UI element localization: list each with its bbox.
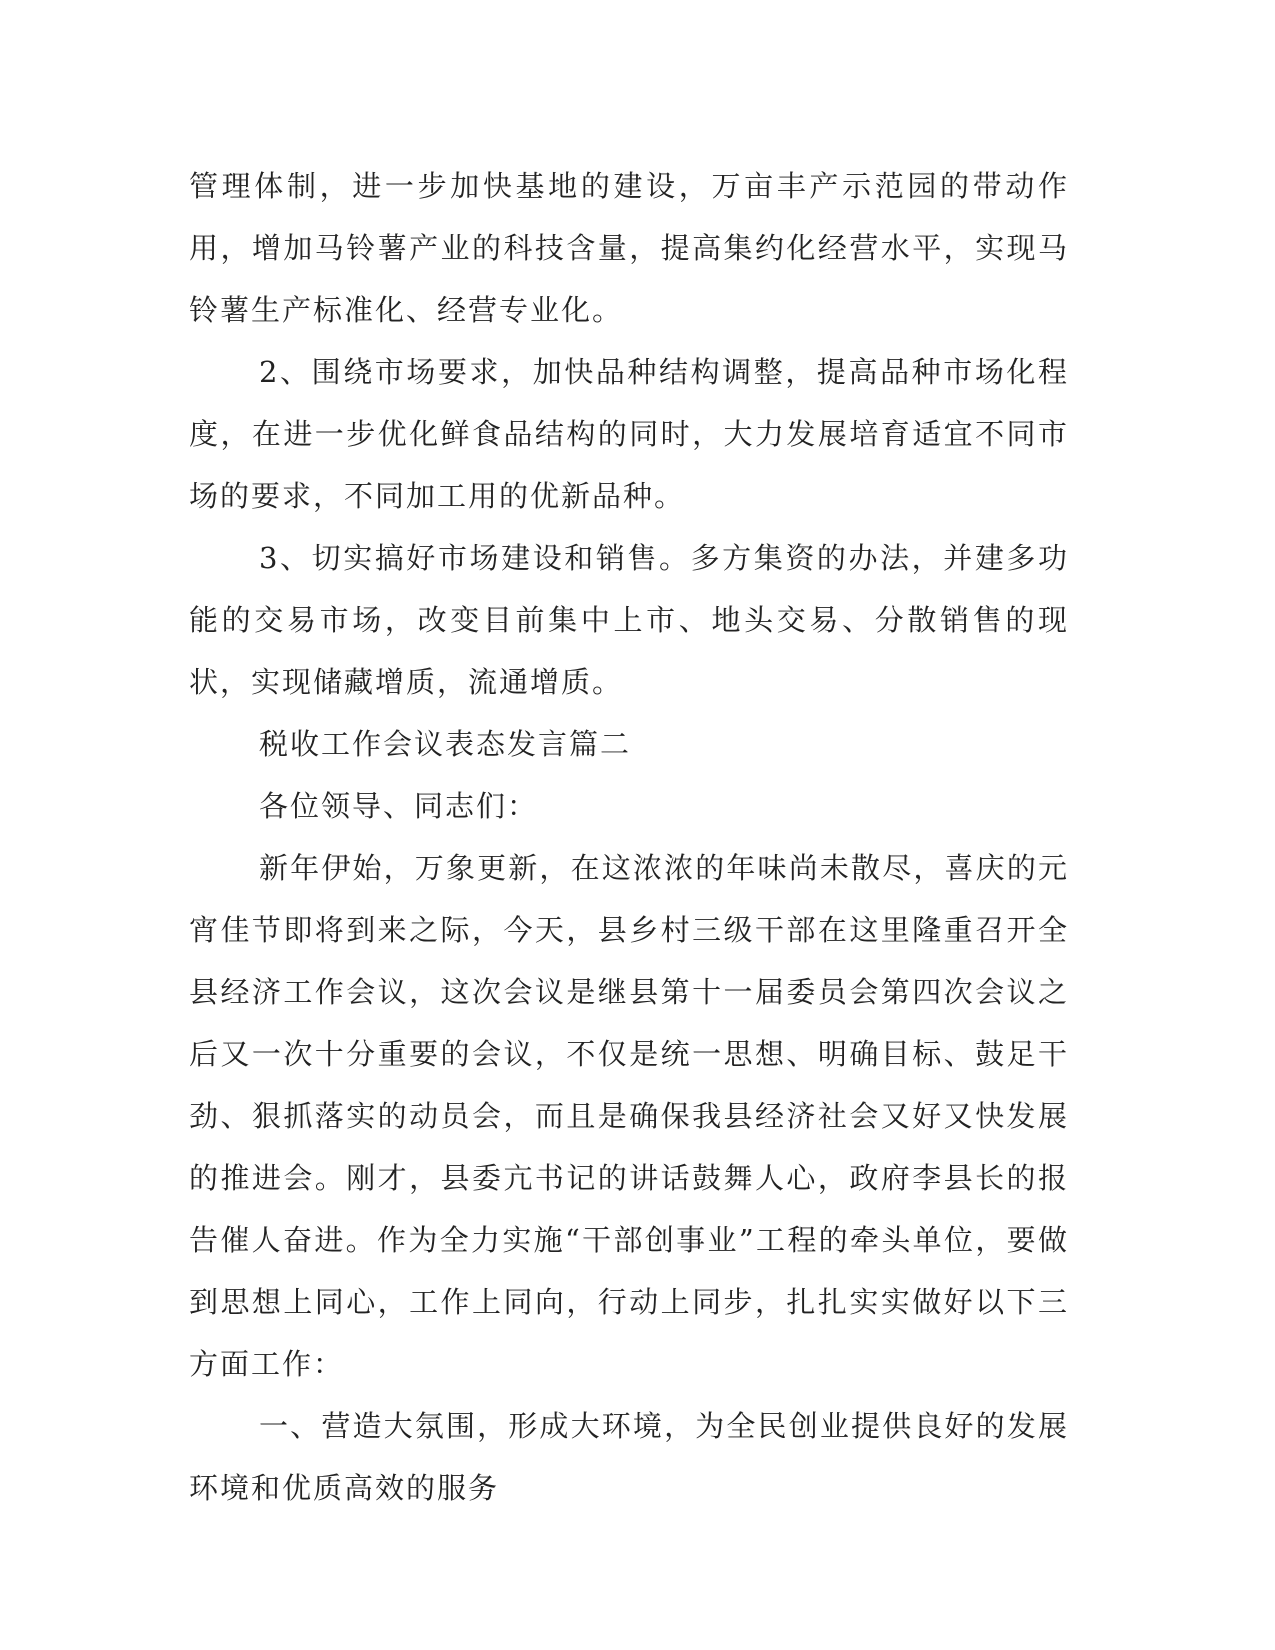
paragraph-point-1: 一、营造大氛围，形成大环境，为全民创业提供良好的发展环境和优质高效的服务	[189, 1409, 1069, 1505]
paragraph-item-3: 3、切实搞好市场建设和销售。多方集资的办法，并建多功能的交易市场，改变目前集中上市、地头交易、分散销售的现状，实现储藏增质，流通增质。	[189, 541, 1069, 699]
section-heading: 税收工作会议表态发言篇二	[259, 727, 632, 761]
paragraph-continuation: 管理体制，进一步加快基地的建设，万亩丰产示范园的带动作用，增加马铃薯产业的科技含量，提高集约化经营水平，实现马铃薯生产标准化、经营专业化。	[189, 169, 1069, 327]
salutation: 各位领导、同志们：	[259, 789, 539, 823]
document-body	[189, 155, 1069, 1519]
paragraph-item-2: 2、围绕市场要求，加快品种结构调整，提高品种市场化程度，在进一步优化鲜食品结构的同时，大力发展培育适宜不同市场的要求，不同加工用的优新品种。	[189, 355, 1069, 513]
paragraph-opening: 新年伊始，万象更新，在这浓浓的年味尚未散尽，喜庆的元宵佳节即将到来之际，今天，县乡村三级干部在这里隆重召开全县经济工作会议，这次会议是继县第十一届委员会第四次会议之后又一次十分重要的会议，不仅是统一思想、明确目标、鼓足干劲、狠抓落实的动员会，而且是确保我县经济社会又好又快发展的推进会。刚才，县委亢书记的讲话鼓舞人心，政府李县长的报告催人奋进。作为全力实施“干部创事业”工程的牵头单位，要做到思想上同心，工作上同向，行动上同步，扎扎实实做好以下三方面工作：	[189, 851, 1069, 1381]
